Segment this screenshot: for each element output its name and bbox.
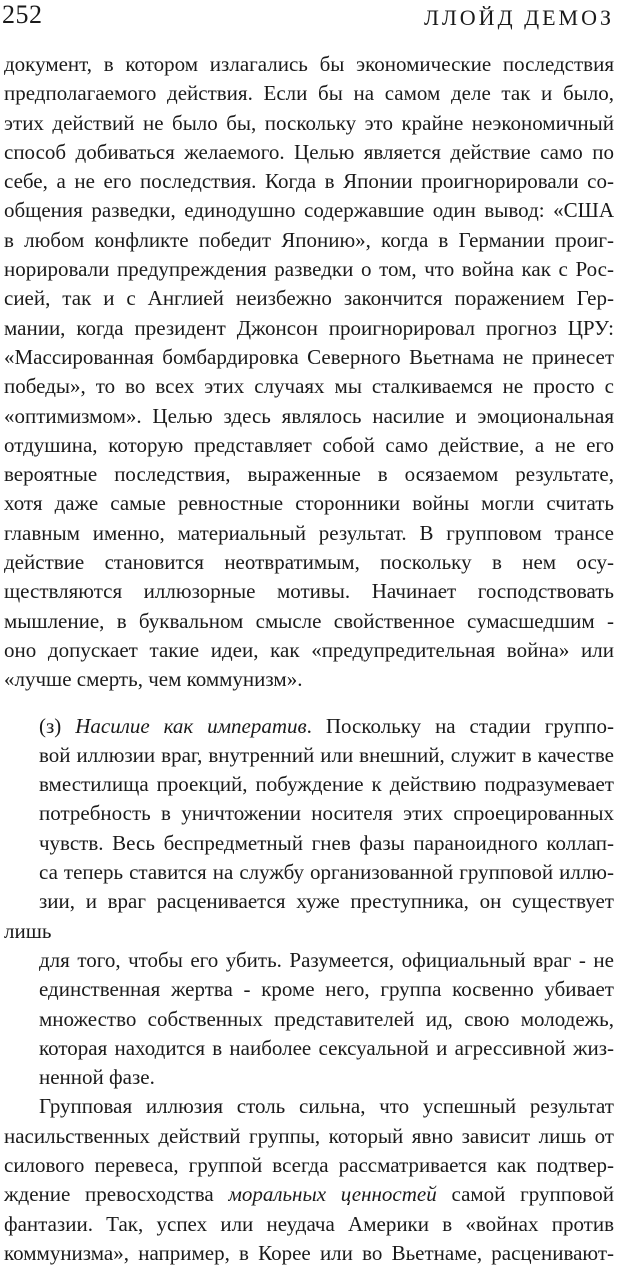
text-line: вместилища проекций, побуждение к действию подразумевает (39, 772, 614, 797)
paragraph-1 (4, 50, 614, 695)
text-line: действие становится неотвратимым, поскольку в нем осу- (4, 550, 614, 575)
text-line: вероятные последствия, выраженные в осязаемом результате, (4, 462, 614, 487)
text-line: этих действий не было бы, поскольку это крайне неэкономичный (4, 110, 614, 135)
text-line: оно допускает такие идеи, как «предупредительная война» или (4, 637, 614, 662)
page-number: 252 (2, 0, 43, 29)
text-line: предполагаемого действия. Если бы на самом деле так и было, (4, 81, 614, 106)
page-header (0, 0, 616, 40)
text-line: мышление, в буквальном смысле свойственное сумасшедшим - (4, 608, 614, 633)
text-line: в любом конфликте победит Японию», когда в Германии проиг- (4, 227, 614, 252)
paragraph-3 (4, 1092, 614, 1268)
text-line: документ, в котором излагались бы экономические последствия (4, 52, 614, 76)
text-line: победы», то во всех этих случаях мы сталкиваемся не просто с (4, 374, 614, 399)
text-line: зии, и враг расценивается хуже преступника, он существует лишь (4, 889, 614, 943)
text-line: себе, а не его последствия. Когда в Японии проигнорировали со- (4, 169, 614, 194)
paragraph-2 (4, 712, 614, 1093)
text-line: «оптимизмом». Целью здесь являлось насилие и эмоциональная (4, 403, 614, 428)
text-line: отдушина, которую представляет собой само действие, а не его (4, 432, 614, 457)
text-line: общения разведки, единодушно содержавшие один вывод: «США (4, 198, 614, 223)
emphasis-text: моральных ценностей (228, 1182, 437, 1207)
text-line (4, 712, 614, 741)
text-line: силового перевеса, группой всегда рассматривается как подтвер- (4, 1152, 614, 1177)
text-line: «Массированная бомбардировка Северного Вьетнама не принесет (4, 344, 614, 369)
text-line: «лучше смерть, чем коммунизм». (4, 667, 303, 692)
text-line: сией, так и с Англией неизбежно закончится поражением Гер- (4, 286, 614, 311)
text-line: ществляются иллюзорные мотивы. Начинает господствовать (4, 579, 614, 604)
text-line: ненной фазе. (39, 1065, 155, 1090)
section-title: Насилие как императив (75, 713, 307, 738)
text-line: чувств. Весь беспредметный гнев фазы параноидного коллап- (39, 830, 614, 855)
text-line: главным именно, материальный результат. В групповом трансе (4, 520, 614, 545)
text-fragment: . Поскольку на стадии группо- (306, 713, 615, 738)
text-line: вой иллюзии враг, внутренний или внешний, служит в качестве (39, 742, 614, 767)
text-line: фантазии. Так, успех или неудача Америки в «войнах против (4, 1211, 614, 1236)
text-line: для того, чтобы его убить. Разумеется, официальный враг - не (39, 947, 614, 972)
text-fragment: ждение превосходства (4, 1182, 229, 1207)
text-line: множество собственных представителей ид, свою молодежь, (39, 1006, 614, 1031)
text-line: которая находится в наиболее сексуальной и агрессивной жиз- (39, 1035, 614, 1060)
text-line: единственная жертва - кроме него, группа косвенно убивает (39, 977, 614, 1002)
text-line: норировали предупреждения разведки о том, что война как с Рос- (4, 257, 614, 282)
text-line: Групповая иллюзия столь сильна, что успешный результат (39, 1094, 614, 1119)
text-line: способ добиваться желаемого. Целью является действие само по (4, 139, 614, 164)
text-line: хотя даже самые ревностные сторонники войны могли считать (4, 491, 614, 516)
text-line: са теперь ставится на службу организованной групповой иллю- (39, 860, 614, 885)
section-number: (з) (39, 713, 62, 738)
text-line (4, 1180, 614, 1209)
body-text (4, 50, 614, 1268)
text-line: потребность в уничтожении носителя этих спроецированных (39, 801, 614, 826)
text-line: коммунизма», например, в Корее или во Вьетнаме, расценивают- (4, 1240, 614, 1265)
text-line: насильственных действий группы, который явно зависит лишь от (4, 1123, 614, 1148)
text-line: мании, когда президент Джонсон проигнорировал прогноз ЦРУ: (4, 315, 614, 340)
text-fragment: самой групповой (436, 1182, 614, 1207)
running-head: ЛЛОЙД ДЕМОЗ (423, 5, 614, 30)
